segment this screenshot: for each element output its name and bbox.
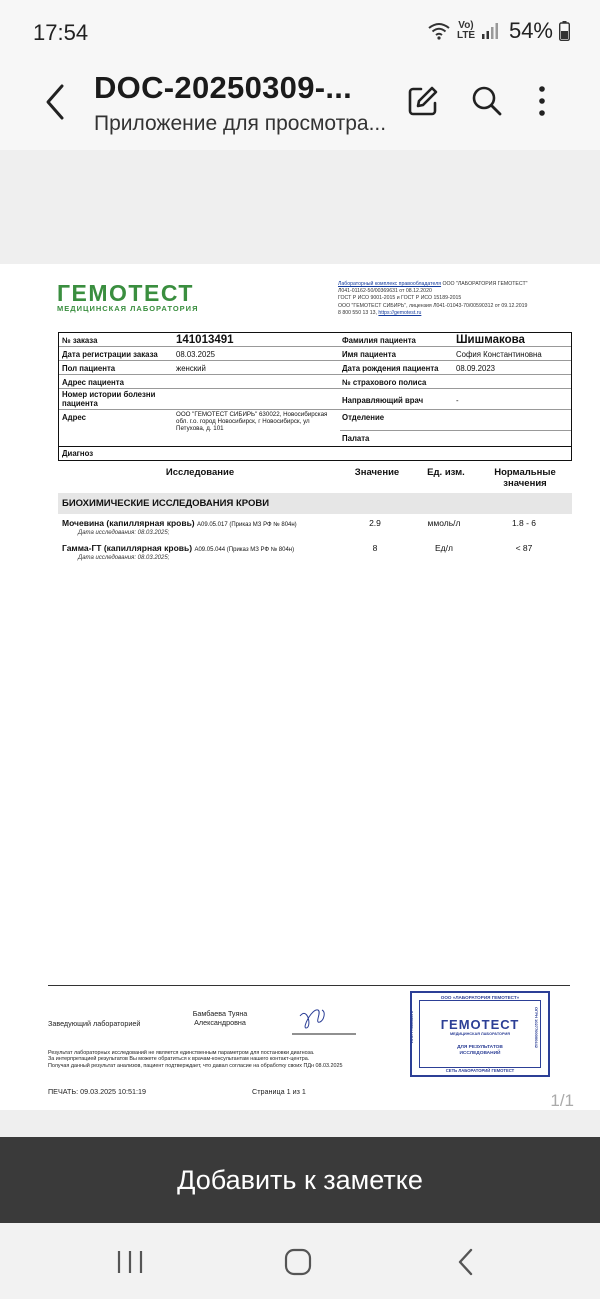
- section-title: БИОХИМИЧЕСКИЕ ИССЛЕДОВАНИЯ КРОВИ: [58, 493, 572, 514]
- nav-back-icon: [446, 1247, 486, 1277]
- home-icon: [278, 1247, 318, 1277]
- page-subtitle: Приложение для просмотра...: [94, 112, 387, 135]
- table-row: Адрес пациента № страхового полиса: [59, 375, 571, 389]
- wifi-icon: [427, 21, 451, 41]
- recent-apps-button[interactable]: [110, 1247, 150, 1277]
- navigation-bar: [0, 1223, 600, 1299]
- back-button[interactable]: [40, 80, 72, 124]
- disclaimer: Результат лабораторных исследований не является единственным параметром для постановки диагноза. За интерпретацией результатов Вы можете обратиться к врачам-консультантам нашего контакт-центра. Получая данный результат анализов, пациент подтверждает, что давал согласие на обработку своих ПДн 08.03.2025: [48, 1050, 343, 1069]
- lab-info: Лабораторный комплекс правообладателя ООО "ЛАБОРАТОРИЯ ГЕМОТЕСТ" Л041-01162-50/00369631 от 08.12.2020 ГОСТ Р ИСО 9001-2015 и ГОСТ Р ИСО 15189-2015 ООО "ГЕМОТЕСТ СИБИРЬ", лицензия Л041-01043-70/00590312 от 09.12.2019 8 800 550 13 13, https://gemotest.ru: [338, 281, 528, 316]
- edit-icon: [406, 84, 440, 118]
- nav-back-button[interactable]: [446, 1247, 486, 1277]
- table-row: № заказа 141013491 Фамилия пациента Шишмакова: [59, 333, 571, 347]
- table-row: Дата регистрации заказа 08.03.2025 Имя пациента София Константиновна: [59, 347, 571, 361]
- edit-button[interactable]: [406, 84, 440, 118]
- document-viewer[interactable]: [0, 150, 600, 1137]
- table-row: Палата: [342, 434, 370, 443]
- status-icons: [427, 18, 570, 44]
- status-bar: [0, 0, 600, 62]
- page-title: DOC-20250309-...: [94, 70, 353, 105]
- home-button[interactable]: [278, 1247, 318, 1277]
- more-button[interactable]: [527, 84, 557, 118]
- gemotest-logo: [57, 282, 198, 313]
- diagnosis-row: Диагноз: [58, 447, 572, 461]
- head-of-lab-label: Заведующий лабораторией: [48, 1019, 141, 1028]
- table-row: Адрес ООО "ГЕМОТЕСТ СИБИРЬ" 630022, Новосибирская обл. г.о. город Новосибирск, г Новосибирск, ул Петухова, д. 101 Отделение: [62, 411, 385, 432]
- signal-icon: [481, 22, 499, 40]
- page-counter: 1/1: [550, 1091, 574, 1110]
- order-number: 141013491: [176, 334, 234, 346]
- volte-label: Vo) LTE: [456, 20, 476, 41]
- patient-surname: Шишмакова: [456, 334, 525, 346]
- page-number: Страница 1 из 1: [252, 1087, 306, 1096]
- col-study: Исследование: [165, 467, 235, 478]
- battery-percent: 54%: [508, 18, 553, 43]
- more-vertical-icon: [527, 84, 557, 118]
- print-date: ПЕЧАТЬ: 09.03.2025 10:51:19: [48, 1087, 147, 1096]
- table-row: Пол пациента женский Дата рождения пациента 08.09.2023: [59, 361, 571, 375]
- lab-info-link[interactable]: Лабораторный комплекс правообладателя: [338, 281, 442, 287]
- table-row: Номер истории болезни пациента Направляющий врач -: [59, 389, 571, 410]
- col-unit: Ед. изм.: [427, 467, 465, 478]
- back-arrow-icon: [40, 80, 72, 124]
- status-time: 17:54: [33, 20, 89, 45]
- head-of-lab-name: Бамбаева Туяна Александровна: [192, 1009, 248, 1027]
- lab-stamp: ООО «ЛАБОРАТОРИЯ ГЕМОТЕСТ» ГЕМОТЕСТ МЕДИЦИНСКАЯ ЛАБОРАТОРИЯ ДЛЯ РЕЗУЛЬТАТОВ ИССЛЕДОВАНИЙ СЕТЬ ЛАБОРАТОРИЙ ГЕМОТЕСТ ИНН 7706596371 ОГРН 1027700000442: [410, 991, 550, 1077]
- col-normal: Нормальные значения: [494, 467, 556, 489]
- recent-apps-icon: [110, 1247, 150, 1277]
- patient-info-table: [58, 332, 572, 447]
- col-value: Значение: [354, 467, 400, 478]
- document-page: ГЕМОТЕСТ МЕДИЦИНСКАЯ ЛАБОРАТОРИЯ Лабораторный комплекс правообладателя ООО "ЛАБОРАТОРИЯ ГЕМОТЕСТ" Л041-01162-50/00369631 от 08.12.2020 ГОСТ Р ИСО 9001-2015 и ГОСТ Р ИСО 15189-2015 ООО "ГЕМОТЕСТ СИБИРЬ", лицензия Л041-01043-70/00590312 от 09.12.2019 8 800 550 13 13, https://gemotest.ru № заказа 141013491 Фамилия пациента Шишмакова Дата регистрации заказа 08.03.2025 Имя пациента София Константиновна Пол пациента женский Дата рождения пациента 08.09.2023 Адрес пациента № страхового полиса Номер истории болезни пациента Направляющий врач - Адрес ООО "ГЕМОТЕСТ СИБИРЬ" 630022, Новосибирская обл. г.о. город Новосибирск, г Новосибирск, ул Петухова, д. 101 Отделение Палата Диагноз Исследование Значение Ед. изм. Нормальные значения БИОХИМИЧЕСКИЕ ИССЛЕДОВАНИЯ КРОВИ Мочевина (капиллярная кровь) A09.05.017 (Приказ МЗ РФ № 804н) Дата исследования: 08.03.2025; 2.9 ммоль/л 1.8 - 6 Гамма-ГТ (капиллярная кровь) A09.05.044 (Приказ МЗ РФ № 804н) Дата исследования: 08.03.2025; 8 Ед/л < 87 Заведующий лабораторией Бамбаева Туяна Александровна Результат лабораторных исследований не является единственным параметром для постановки диагноза. За интерпретацией результатов Вы можете обратиться к врачам-консультантам нашего контакт-центра. Получая данный результат анализов, пациент подтверждает, что давал согласие на обработку своих ПДн 08.03.2025 ПЕЧАТЬ: 09.03.2025 10:51:19 Страница 1 из 1 ООО «ЛАБОРАТОРИЯ ГЕМОТЕСТ» ГЕМОТЕСТ МЕДИЦИНСКАЯ ЛАБОРАТОРИЯ ДЛЯ РЕЗУЛЬТАТОВ ИССЛЕДОВАНИЙ СЕТЬ ЛАБОРАТОРИЙ ГЕМОТЕСТ ИНН 7706596371 ОГРН 1027700000442: [0, 264, 600, 1110]
- battery-icon: [559, 21, 570, 41]
- app-header: [0, 62, 600, 150]
- logo-tagline: МЕДИЦИНСКАЯ ЛАБОРАТОРИЯ: [57, 304, 199, 313]
- add-to-note-button[interactable]: Добавить к заметке: [0, 1137, 600, 1223]
- logo-name: ГЕМОТЕСТ: [57, 280, 194, 306]
- search-button[interactable]: [470, 84, 504, 118]
- website-link[interactable]: https://gemotest.ru: [378, 309, 422, 316]
- search-icon: [470, 84, 504, 118]
- footer-divider: [48, 985, 570, 986]
- signature: [290, 998, 360, 1038]
